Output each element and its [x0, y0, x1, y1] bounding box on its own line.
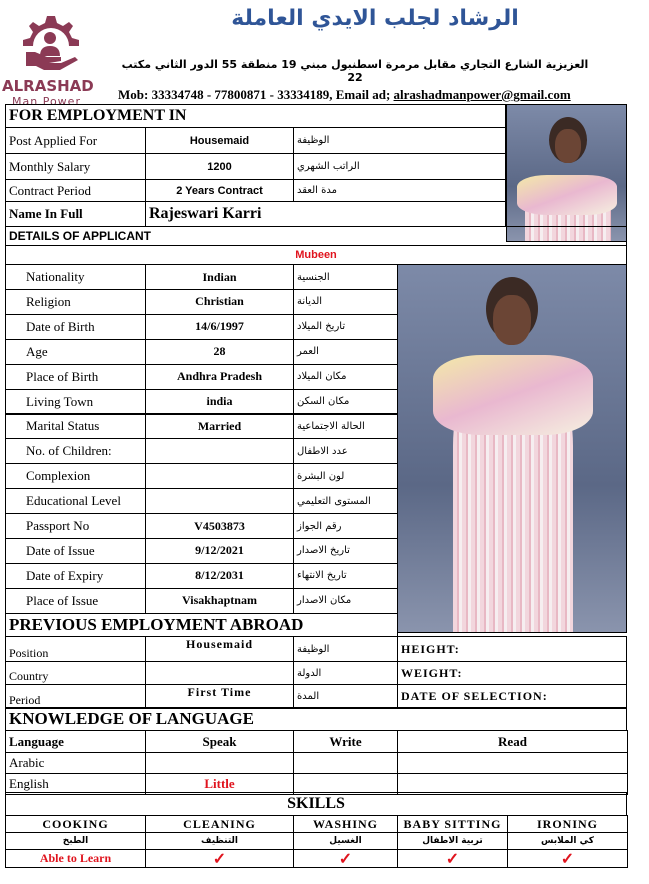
previous-label-ar: الوظيفة — [293, 636, 398, 662]
applicant-value: Andhra Pradesh — [145, 364, 294, 390]
section-skills: SKILLS — [5, 792, 627, 816]
company-logo — [2, 12, 94, 108]
previous-right-field: DATE OF SELECTION: — [397, 684, 627, 709]
applicant-value: V4503873 — [145, 513, 294, 539]
skill-name-ar: الغسيل — [293, 832, 398, 850]
employment-value: 1200 — [145, 153, 294, 180]
skill-value: Able to Learn — [5, 849, 146, 868]
applicant-label-ar: الديانة — [293, 289, 398, 315]
applicant-label-ar: عدد الاطفال — [293, 438, 398, 464]
applicant-value: 14/6/1997 — [145, 314, 294, 340]
skill-name-ar: تربية الاطفال — [397, 832, 508, 850]
previous-right-field: WEIGHT: — [397, 661, 627, 685]
language-speak-cell: Little — [145, 773, 294, 795]
employment-label-ar: الوظيفة — [293, 127, 506, 154]
applicant-label-ar: رقم الجواز — [293, 513, 398, 539]
previous-label: Country — [5, 661, 146, 685]
language-header: Write — [293, 730, 398, 753]
language-read-cell — [397, 752, 628, 774]
applicant-label: Date of Issue — [5, 538, 146, 564]
name-label: Name In Full — [5, 201, 146, 227]
previous-value: Housemaid — [145, 636, 294, 662]
applicant-label-ar: المستوى التعليمي — [293, 488, 398, 514]
previous-value — [145, 661, 294, 685]
skill-name: COOKING — [5, 815, 146, 833]
skill-check-icon: ✓ — [145, 849, 294, 868]
previous-label-ar: الدولة — [293, 661, 398, 685]
name-value: Rajeswari Karri — [145, 201, 506, 227]
applicant-label: Complexion — [5, 463, 146, 489]
logo-name: ALRASHAD — [2, 77, 94, 95]
applicant-label: Marital Status — [5, 413, 146, 439]
section-for-employment: FOR EMPLOYMENT IN — [5, 104, 506, 128]
contact-phones: Mob: 33334748 - 77800871 - 33334189, Email ad; — [118, 87, 394, 102]
applicant-value — [145, 488, 294, 514]
employment-value: 2 Years Contract — [145, 179, 294, 202]
applicant-label-ar: العمر — [293, 339, 398, 365]
employment-label: Post Applied For — [5, 127, 146, 154]
applicant-label-ar: الجنسية — [293, 264, 398, 290]
employment-label-ar: مدة العقد — [293, 179, 506, 202]
section-details-of-applicant: DETAILS OF APPLICANT — [5, 226, 627, 246]
applicant-label: Passport No — [5, 513, 146, 539]
agent-name: Mubeen — [5, 245, 627, 265]
applicant-label: Religion — [5, 289, 146, 315]
applicant-label: Date of Birth — [5, 314, 146, 340]
logo-subtitle: Man Power — [12, 95, 81, 108]
previous-value: First Time — [145, 684, 294, 709]
section-knowledge-of-language: KNOWLEDGE OF LANGUAGE — [5, 707, 627, 731]
skill-name-ar: الطبخ — [5, 832, 146, 850]
applicant-label: Place of Issue — [5, 588, 146, 614]
skill-check-icon: ✓ — [507, 849, 628, 868]
employment-label: Contract Period — [5, 179, 146, 202]
section-previous-employment: PREVIOUS EMPLOYMENT ABROAD — [5, 613, 398, 637]
applicant-label: Age — [5, 339, 146, 365]
applicant-value: Visakhaptnam — [145, 588, 294, 614]
language-lang-cell: English — [5, 773, 146, 795]
applicant-label: Living Town — [5, 389, 146, 415]
applicant-photo-small — [506, 104, 627, 242]
applicant-label-ar: مكان السكن — [293, 389, 398, 415]
language-lang-cell: Arabic — [5, 752, 146, 774]
applicant-photo-full — [397, 264, 627, 633]
language-header: Language — [5, 730, 146, 753]
applicant-value — [145, 463, 294, 489]
email-link[interactable]: alrashadmanpower@gmail.com — [393, 87, 571, 102]
applicant-value: Indian — [145, 264, 294, 290]
company-title-ar: الرشاد لجلب الايدي العاملة — [231, 6, 519, 31]
language-speak-cell — [145, 752, 294, 774]
language-write-cell — [293, 752, 398, 774]
previous-label: Position — [5, 636, 146, 662]
applicant-value: 8/12/2031 — [145, 563, 294, 589]
employment-label-ar: الراتب الشهري — [293, 153, 506, 180]
applicant-label-ar: تاريخ الانتهاء — [293, 563, 398, 589]
applicant-label: Nationality — [5, 264, 146, 290]
employment-value: Housemaid — [145, 127, 294, 154]
language-header: Read — [397, 730, 628, 753]
previous-label-ar: المدة — [293, 684, 398, 709]
applicant-label: Place of Birth — [5, 364, 146, 390]
skill-name-ar: كي الملابس — [507, 832, 628, 850]
applicant-label-ar: مكان الاصدار — [293, 588, 398, 614]
skill-name-ar: التنظيف — [145, 832, 294, 850]
applicant-label-ar: تاريخ الميلاد — [293, 314, 398, 340]
applicant-label-ar: لون البشرة — [293, 463, 398, 489]
skill-check-icon: ✓ — [293, 849, 398, 868]
applicant-value: Christian — [145, 289, 294, 315]
applicant-label-ar: مكان الميلاد — [293, 364, 398, 390]
applicant-value: 28 — [145, 339, 294, 365]
skill-check-icon: ✓ — [397, 849, 508, 868]
company-contact — [118, 87, 571, 103]
previous-right-field: HEIGHT: — [397, 636, 627, 662]
applicant-label: Educational Level — [5, 488, 146, 514]
applicant-label-ar: تاريخ الاصدار — [293, 538, 398, 564]
skill-name: IRONING — [507, 815, 628, 833]
skill-name: WASHING — [293, 815, 398, 833]
applicant-label: No. of Children: — [5, 438, 146, 464]
applicant-value: 9/12/2021 — [145, 538, 294, 564]
language-header: Speak — [145, 730, 294, 753]
applicant-value — [145, 438, 294, 464]
skill-name: BABY SITTING — [397, 815, 508, 833]
company-address-ar: العزيزية الشارع التجاري مقابل مرمرة اسطنبول مبني 19 منطقة 55 الدور الثاني مكتب 22 — [121, 58, 589, 84]
employment-label: Monthly Salary — [5, 153, 146, 180]
previous-label: Period — [5, 684, 146, 709]
applicant-label: Date of Expiry — [5, 563, 146, 589]
applicant-label-ar: الحالة الاجتماعية — [293, 413, 398, 439]
applicant-value: india — [145, 389, 294, 415]
skill-name: CLEANING — [145, 815, 294, 833]
logo-gear-hand-icon — [20, 12, 80, 72]
applicant-value: Married — [145, 413, 294, 439]
